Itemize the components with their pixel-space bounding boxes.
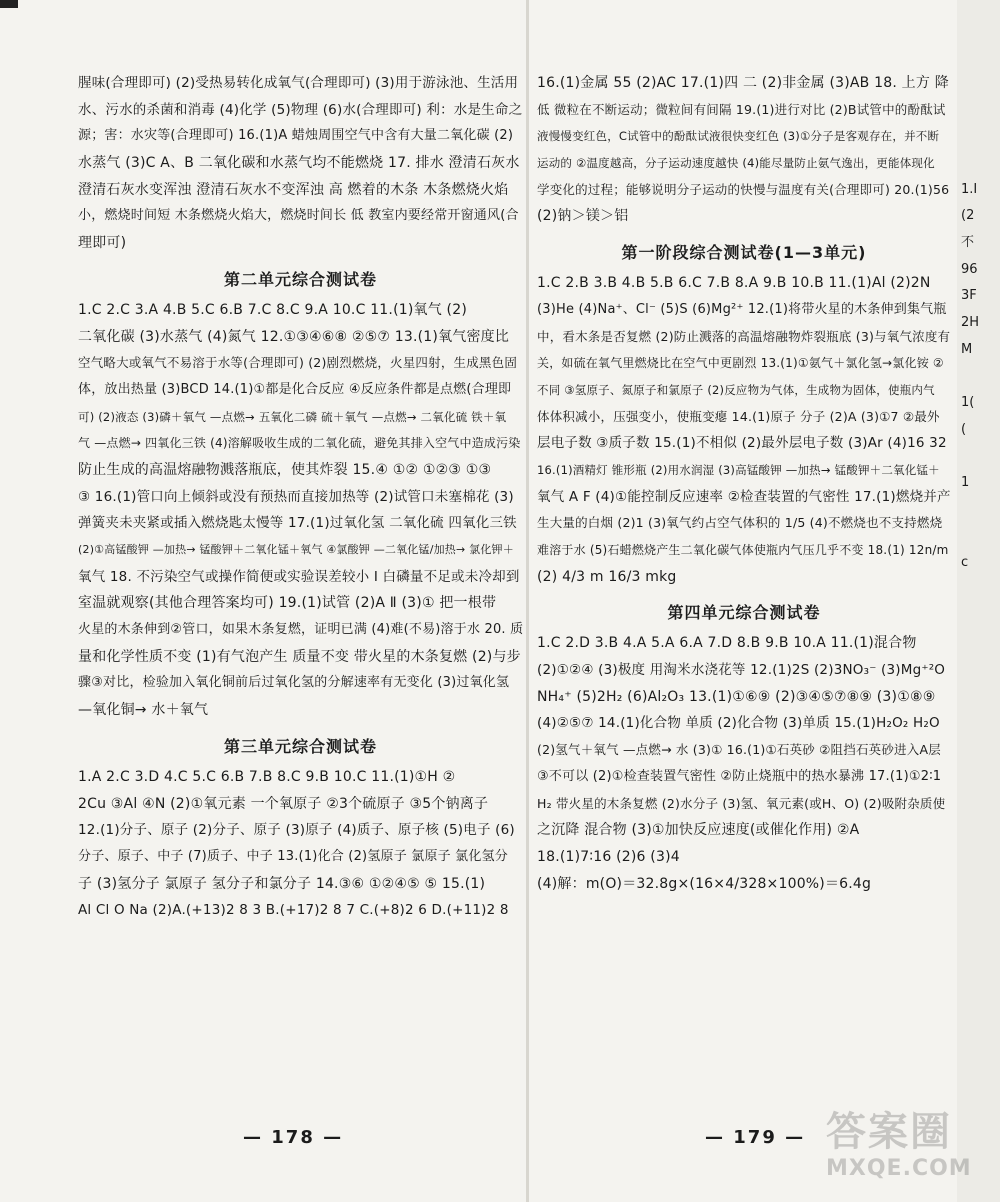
edge-fragment: 1.I	[961, 181, 978, 197]
left-answer-column	[78, 70, 523, 924]
edge-fragment: 1(	[961, 395, 975, 411]
answer-line: 16.(1)酒精灯 锥形瓶 (2)用水润湿 (3)高锰酸钾 —加热→ 锰酸钾＋二氧化锰＋	[537, 462, 940, 477]
answer-line: (2) 4/3 m 16/3 mkg	[537, 568, 677, 585]
right-page	[527, 0, 957, 1202]
section-title: 第一阶段综合测试卷(1—3单元)	[621, 243, 867, 263]
answer-line: 体，放出热量 (3)BCD 14.(1)①都是化合反应 ④反应条件都是点燃(合理即	[78, 381, 512, 397]
edge-fragments	[957, 150, 1000, 577]
answer-line: 1.C 2.B 3.B 4.B 5.B 6.C 7.B 8.A 9.B 10.B 11.(1)Al (2)2N	[537, 275, 931, 292]
edge-fragment: 不	[961, 235, 975, 251]
answer-line: 弹簧夹未夹紧或插入燃烧匙太慢等 17.(1)过氧化氢 二氧化硫 四氧化三铁	[78, 515, 517, 532]
answer-line: 中，看木条是否复燃 (2)防止溅落的高温熔融物炸裂瓶底 (3)与氧气浓度有	[537, 328, 951, 344]
edge-fragment: 2H	[961, 315, 980, 331]
answer-line: 二氧化碳 (3)水蒸气 (4)氮气 12.①③④⑥⑧ ②⑤⑦ 13.(1)氧气密度比	[78, 328, 510, 345]
answer-line: 骤③对比，检验加入氧化铜前后过氧化氢的分解速率有无变化 (3)过氧化氢	[78, 675, 510, 691]
answer-line: 液慢慢变红色，C试管中的酚酞试液很快变红色 (3)①分子是客观存在，并不断	[537, 129, 940, 144]
answer-line: Al Cl O Na (2)A.(+13)2 8 3 B.(+17)2 8 7 C.(+8)2 6 D.(+11)2 8	[78, 902, 509, 919]
answer-line: 层电子数 ③质子数 15.(1)不相似 (2)最外层电子数 (3)Ar (4)16 32	[537, 435, 947, 452]
edge-fragment: 96	[961, 261, 978, 277]
answer-line: 水蒸气 (3)C A、B 二氧化碳和水蒸气均不能燃烧 17. 排水 澄清石灰水	[78, 155, 520, 172]
answer-line: (4)解：m(O)＝32.8g×(16×4/328×100%)＝6.4g	[537, 875, 872, 892]
section-title: 第四单元综合测试卷	[667, 603, 821, 623]
answer-line: 2Cu ③Al ④N (2)①氧元素 一个氧原子 ②3个硫原子 ③5个钠离子	[78, 795, 489, 812]
next-page-edge	[957, 0, 1000, 1202]
answer-line: 1.A 2.C 3.D 4.C 5.C 6.B 7.B 8.C 9.B 10.C 11.(1)①H ②	[78, 768, 456, 785]
answer-line: 学变化的过程；能够说明分子运动的快慢与温度有关(合理即可) 20.(1)56	[537, 181, 950, 197]
answer-line: —氧化铜→ 水＋氧气	[78, 702, 209, 719]
answer-line: 16.(1)金属 55 (2)AC 17.(1)四 二 (2)非金属 (3)AB 18. 上方 降	[537, 75, 949, 91]
answer-line: (4)②⑤⑦ 14.(1)化合物 单质 (2)化合物 (3)单质 15.(1)H₂O₂ H₂O	[537, 715, 940, 732]
watermark-chinese: 答案圈	[826, 1109, 952, 1155]
answer-line: 不同 ③氢原子、氮原子和氯原子 (2)反应物为气体，生成物为固体，使瓶内气	[537, 382, 935, 397]
answer-line: 氧气 A F (4)①能控制反应速率 ②检查装置的气密性 17.(1)燃烧并产	[537, 488, 951, 505]
answer-line: (3)He (4)Na⁺、Cl⁻ (5)S (6)Mg²⁺ 12.(1)将带火星的木条伸到集气瓶	[537, 301, 947, 317]
answer-line: 小，燃烧时间短 木条燃烧火焰大，燃烧时间长 低 教室内要经常开窗通风(合	[78, 208, 519, 224]
answer-line: 生大量的白烟 (2)1 (3)氧气约占空气体积的 1/5 (4)不燃烧也不支持燃烧	[537, 515, 943, 531]
answer-line: 澄清石灰水变浑浊 澄清石灰水不变浑浊 高 燃着的木条 木条燃烧火焰	[78, 181, 509, 198]
answer-line: NH₄⁺ (5)2H₂ (6)Al₂O₃ 13.(1)①⑥⑨ (2)③④⑤⑦⑧⑨ (3)①⑧⑨	[537, 688, 936, 705]
answer-line: 体体积减小，压强变小，使瓶变瘪 14.(1)原子 分子 (2)A (3)①7 ②最外	[537, 408, 940, 424]
answer-line: 理即可)	[78, 235, 127, 252]
edge-fragment	[957, 497, 1000, 524]
answer-line: 可) (2)液态 (3)磷＋氧气 —点燃→ 五氧化二磷 硫＋氧气 —点燃→ 二氧化硫 铁＋氧	[78, 409, 507, 424]
answer-line: 源；害：水灾等(合理即可) 16.(1)A 蜡烛周围空气中含有大量二氧化碳 (2)	[78, 128, 514, 144]
right-answer-column	[537, 70, 951, 897]
answer-line: 子 (3)氢分子 氯原子 氢分子和氯分子 14.③⑥ ①②④⑤ ⑤ 15.(1)	[78, 875, 486, 892]
edge-fragment	[957, 150, 1000, 177]
edge-fragment	[957, 364, 1000, 391]
answer-line: 之沉降 混合物 (3)①加快反应速度(或催化作用) ②A	[537, 822, 860, 839]
section-title: 第二单元综合测试卷	[223, 269, 377, 289]
edge-fragment: c	[961, 555, 969, 571]
answer-line: 12.(1)分子、原子 (2)分子、原子 (3)原子 (4)质子、原子核 (5)电子 (6)	[78, 822, 515, 839]
answer-line: 18.(1)7∶16 (2)6 (3)4	[537, 848, 680, 865]
answer-line: (2)钠＞镁＞铝	[537, 208, 629, 225]
answer-line: 关，如硫在氧气里燃烧比在空气中更剧烈 13.(1)①氨气＋氯化氢→氯化铵 ②	[537, 356, 944, 371]
edge-fragment: (	[961, 421, 967, 437]
answer-line: ③ 16.(1)管口向上倾斜或没有预热而直接加热等 (2)试管口未塞棉花 (3)	[78, 488, 514, 505]
watermark	[826, 1108, 994, 1192]
answer-line: 腥味(合理即可) (2)受热易转化成氧气(合理即可) (3)用于游泳池、生活用	[78, 75, 519, 91]
answer-line: 运动的 ②温度越高，分子运动速度越快 (4)能尽量防止氨气逸出，更能体现化	[537, 156, 935, 171]
answer-line: 火星的木条伸到②管口，如果木条复燃，证明已满 (4)难(不易)溶于水 20. 质	[78, 622, 523, 638]
answer-line: 1.C 2.C 3.A 4.B 5.C 6.B 7.C 8.C 9.A 10.C 11.(1)氧气 (2)	[78, 301, 467, 318]
answer-line: (2)氢气＋氧气 —点燃→ 水 (3)① 16.(1)①石英砂 ②阻挡石英砂进入A层	[537, 742, 941, 758]
edge-fragment: M	[961, 341, 973, 357]
answer-line: 空气略大或氧气不易溶于水等(合理即可) (2)剧烈燃烧，火星四射，生成黑色固	[78, 355, 518, 371]
page-number-right: — 179 —	[705, 1127, 806, 1148]
answer-line: 量和化学性质不变 (1)有气泡产生 质量不变 带火星的木条复燃 (2)与步	[78, 648, 521, 665]
answer-line: 氧气 18. 不污染空气或操作简便或实验误差较小 Ⅰ 白磷量不足或未冷却到	[78, 568, 520, 585]
binding-mark	[0, 0, 18, 8]
edge-fragment	[957, 444, 1000, 471]
answer-line: (2)①②④ (3)极度 用淘米水浇花等 12.(1)2S (2)3NO₃⁻ (3)Mg⁺²O	[537, 662, 946, 679]
answer-line: 1.C 2.D 3.B 4.A 5.A 6.A 7.D 8.B 9.B 10.A 11.(1)混合物	[537, 635, 917, 652]
answer-line: 室温就观察(其他合理答案均可) 19.(1)试管 (2)A Ⅱ (3)① 把一根带	[78, 595, 497, 612]
answer-line: ③不可以 (2)①检查装置气密性 ②防止烧瓶中的热水暴沸 17.(1)①2∶1	[537, 768, 942, 784]
answer-line: H₂ 带火星的木条复燃 (2)水分子 (3)氢、氧元素(或H、O) (2)吸附杂质使	[537, 795, 946, 811]
edge-fragment: (2	[961, 208, 975, 224]
page-number-left: — 178 —	[243, 1127, 344, 1148]
answer-line: 气 —点燃→ 四氧化三铁 (4)溶解吸收生成的二氧化硫，避免其排入空气中造成污染	[78, 436, 521, 451]
answer-line: 低 微粒在不断运动；微粒间有间隔 19.(1)进行对比 (2)B试管中的酚酞试	[537, 101, 946, 117]
edge-fragment	[957, 524, 1000, 551]
edge-fragment: 3F	[961, 288, 977, 304]
answer-line: 难溶于水 (5)石蜡燃烧产生二氧化碳气体使瓶内气压几乎不变 18.(1) 12n/m	[537, 543, 949, 557]
answer-line: (2)①高锰酸钾 —加热→ 锰酸钾＋二氧化锰＋氧气 ④氯酸钾 —二氧化锰/加热→ 氯化钾＋	[78, 543, 514, 556]
section-title: 第三单元综合测试卷	[223, 736, 377, 756]
answer-line: 水、污水的杀菌和消毒 (4)化学 (5)物理 (6)水(合理即可) 利：水是生命之	[78, 101, 523, 118]
answer-line: 防止生成的高温熔融物溅落瓶底，使其炸裂 15.④ ①② ①②③ ①③	[78, 461, 492, 478]
edge-fragment: 1	[961, 475, 970, 491]
watermark-latin: MXQE.COM	[826, 1156, 972, 1181]
answer-line: 分子、原子、中子 (7)质子、中子 13.(1)化合 (2)氢原子 氯原子 氯化氢分	[78, 848, 508, 864]
